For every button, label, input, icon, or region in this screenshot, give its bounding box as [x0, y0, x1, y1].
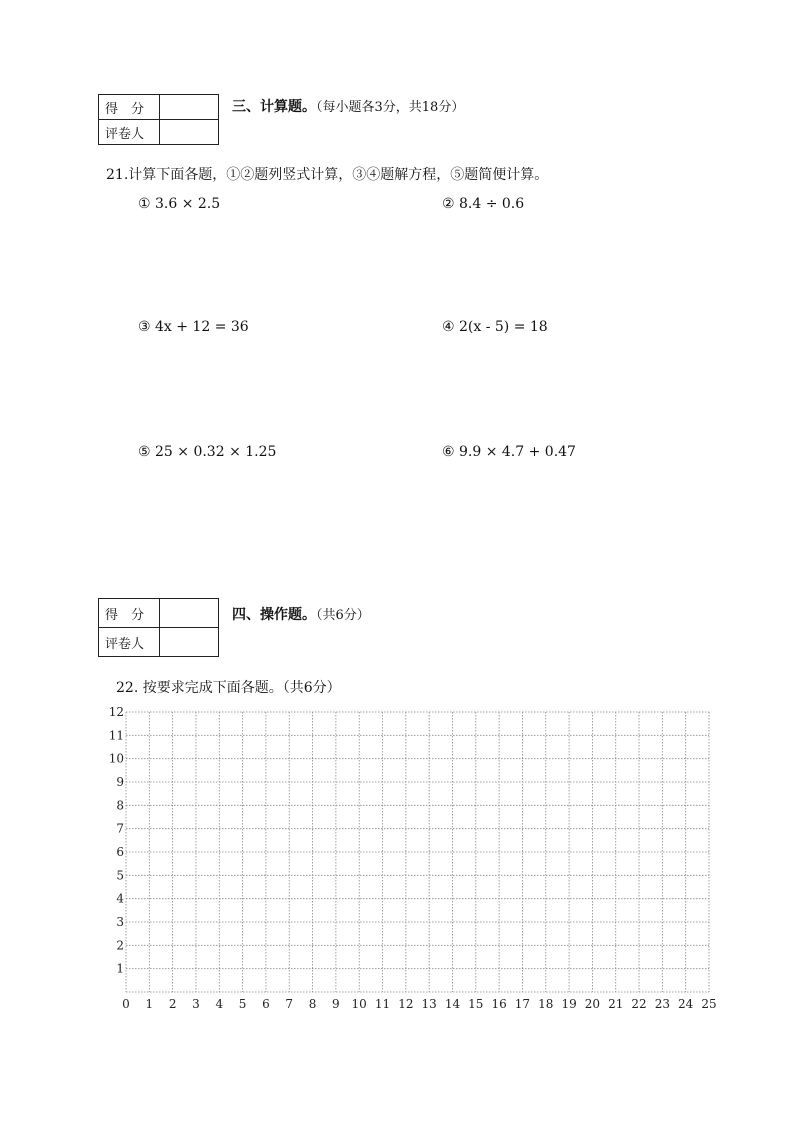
q21-item-5: ⑤ 25 × 0.32 × 1.25	[138, 444, 277, 460]
q21-item-2: ② 8.4 ÷ 0.6	[442, 196, 525, 212]
x-tick-label: 12	[398, 997, 414, 1011]
x-tick-label: 18	[538, 997, 554, 1011]
y-tick-label: 4	[116, 891, 124, 906]
score-label: 得 分	[99, 95, 160, 120]
section3-note: （每小题各3分，共18分）	[316, 100, 465, 115]
x-tick-label: 20	[584, 997, 601, 1011]
question22-prompt: 22. 按要求完成下面各题。（共6分）	[116, 680, 341, 696]
x-tick-label: 11	[374, 997, 391, 1011]
y-tick-label: 2	[116, 938, 124, 953]
grader-label: 评卷人	[99, 628, 160, 657]
grid-lines	[126, 712, 709, 992]
x-tick-label: 2	[168, 997, 177, 1011]
y-tick-label: 9	[116, 775, 124, 789]
y-tick-label: 12	[108, 705, 124, 719]
x-tick-label: 5	[238, 997, 247, 1011]
x-tick-label: 6	[262, 997, 270, 1011]
q21-item-4: ④ 2(x - 5) = 18	[442, 319, 548, 335]
section4-title: 四、操作题。	[232, 607, 316, 623]
x-tick-label: 3	[192, 997, 200, 1011]
q21-item-1: ① 3.6 × 2.5	[138, 196, 221, 212]
x-tick-label: 19	[561, 997, 577, 1011]
y-tick-label: 11	[108, 728, 124, 743]
y-tick-label: 3	[116, 915, 124, 929]
x-tick-label: 4	[215, 997, 224, 1011]
y-tick-label: 6	[116, 845, 124, 859]
y-tick-label: 5	[116, 868, 124, 883]
x-tick-label: 14	[444, 997, 461, 1011]
q21-item-6: ⑥ 9.9 × 4.7 + 0.47	[442, 444, 576, 460]
x-tick-label: 13	[421, 997, 437, 1011]
y-tick-label: 8	[116, 798, 124, 813]
x-tick-label: 1	[145, 997, 154, 1011]
x-tick-label: 24	[678, 997, 694, 1011]
x-tick-label: 17	[514, 997, 531, 1011]
x-tick-label: 23	[654, 997, 671, 1011]
x-tick-label: 0	[122, 997, 130, 1011]
x-tick-label: 22	[631, 997, 647, 1011]
x-tick-label: 7	[285, 997, 294, 1011]
x-tick-label: 16	[491, 997, 507, 1011]
x-tick-label: 8	[308, 997, 317, 1011]
x-tick-label: 15	[468, 997, 484, 1011]
x-tick-label: 25	[701, 997, 717, 1011]
x-tick-label: 21	[608, 997, 624, 1011]
y-tick-label: 7	[116, 821, 124, 836]
x-tick-label: 9	[332, 997, 340, 1011]
x-tick-label: 10	[351, 997, 367, 1011]
x-axis-labels	[122, 997, 716, 1011]
y-tick-label: 1	[116, 961, 124, 976]
q21-item-3: ③ 4x + 12 = 36	[138, 319, 249, 335]
score-label: 得 分	[99, 599, 160, 628]
grader-label: 评卷人	[99, 120, 160, 145]
section3-title: 三、计算题。	[232, 99, 316, 115]
question21-prompt: 21.计算下面各题，①②题列竖式计算，③④题解方程，⑤题简便计算。	[106, 167, 549, 183]
y-axis-labels	[109, 705, 125, 976]
y-tick-label: 10	[108, 751, 124, 766]
section4-note: （共6分）	[316, 608, 370, 623]
